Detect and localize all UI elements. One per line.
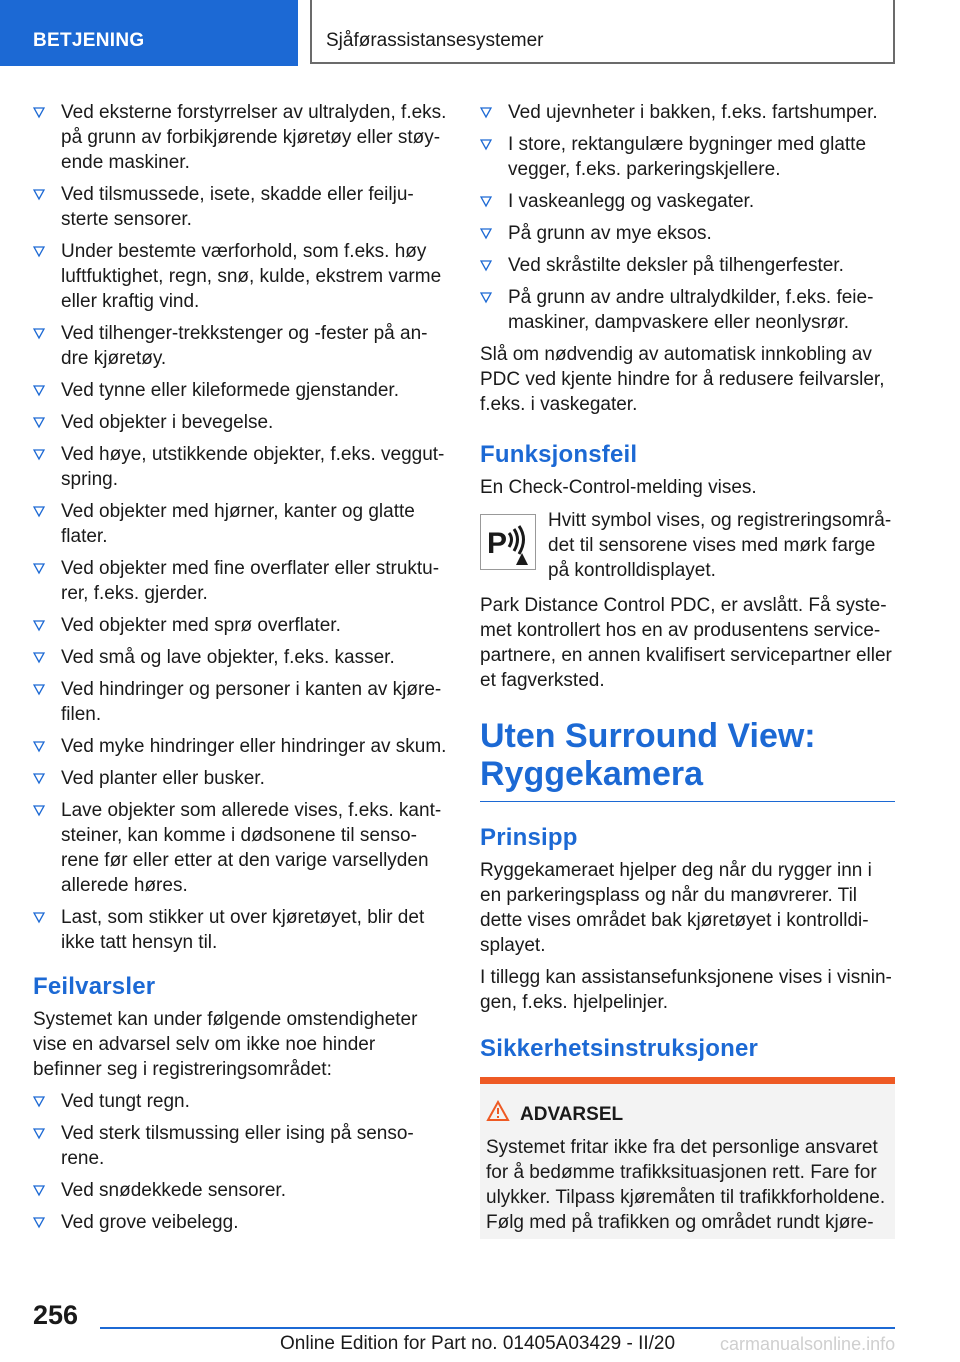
triangle-bullet-icon	[33, 385, 45, 397]
triangle-bullet-icon	[480, 196, 492, 208]
list-item-text: Ved objekter i bevegelse.	[61, 412, 274, 433]
list-item-text: Ved skråstilte deksler på tilhengerfester.	[508, 255, 844, 276]
footer-edition: Online Edition for Part no. 01405A03429 - II/20	[280, 1333, 676, 1354]
triangle-bullet-icon	[33, 328, 45, 340]
warning-text: Systemet fritar ikke fra det personlige ansvaret for å bedømme trafikksituasjonen rett. Fare for ulykker. Tilpass kjøremåten til trafikkforholdene. Følg med på trafikken og området rundt kjøre-	[486, 1137, 886, 1233]
triangle-bullet-icon	[33, 1217, 45, 1229]
list-item-text: Ved snødekkede sensorer.	[61, 1180, 286, 1201]
warning-title-row	[486, 1100, 889, 1129]
list-item	[33, 613, 448, 638]
footer-watermark: carmanualsonline.info	[720, 1334, 896, 1354]
page-header	[0, 0, 960, 66]
triangle-bullet-icon	[33, 1096, 45, 1108]
triangle-bullet-icon	[33, 1128, 45, 1140]
footer-rule	[100, 1327, 895, 1329]
list-item	[480, 253, 895, 278]
feilvarsler-list	[33, 1089, 448, 1235]
triangle-bullet-icon	[33, 417, 45, 429]
list-item-text: I store, rektangulære bygninger med glatte vegger, f.eks. parkeringskjellere.	[508, 134, 867, 180]
warning-bar	[480, 1077, 895, 1084]
list-item-text: Ved tynne eller kileformede gjenstander.	[61, 380, 399, 401]
list-item-text: Ved myke hindringer eller hindringer av skum.	[61, 736, 447, 757]
triangle-bullet-icon	[33, 449, 45, 461]
funksjonsfeil-heading: Funksjonsfeil	[480, 441, 638, 468]
warning-box	[480, 1084, 895, 1239]
pdc-symbol-row	[480, 508, 895, 583]
triangle-bullet-icon	[33, 620, 45, 632]
triangle-bullet-icon	[33, 189, 45, 201]
chapter-title: Sjåførassistansesystemer	[310, 0, 895, 64]
list-item	[480, 100, 895, 125]
list-item	[480, 189, 895, 214]
feilvarsler-heading: Feilvarsler	[33, 973, 156, 1000]
list-item	[33, 1210, 448, 1235]
list-item-text: På grunn av mye eksos.	[508, 223, 712, 244]
list-item	[480, 132, 895, 182]
list-item-text: Ved objekter med hjørner, kanter og glatte flater.	[61, 501, 415, 547]
list-item	[33, 905, 448, 955]
triangle-bullet-icon	[33, 741, 45, 753]
triangle-bullet-icon	[480, 228, 492, 240]
heading-rule	[480, 801, 895, 802]
funksjonsfeil-intro: En Check-Control-melding vises.	[480, 477, 757, 498]
symbol-description: Hvitt symbol vises, og registreringsområ- det til sensorene vises med mørk farge på kontrolldisplayet.	[548, 510, 892, 581]
list-item	[33, 410, 448, 435]
triangle-bullet-icon	[33, 652, 45, 664]
triangle-bullet-icon	[33, 684, 45, 696]
list-item	[33, 798, 448, 898]
list-item	[33, 499, 448, 549]
triangle-bullet-icon	[33, 773, 45, 785]
triangle-bullet-icon	[33, 805, 45, 817]
warning-title: ADVARSEL	[520, 1104, 624, 1125]
list-item	[480, 285, 895, 335]
list-item-text: Ved ujevnheter i bakken, f.eks. fartshumper.	[508, 102, 878, 123]
list-item	[33, 1178, 448, 1203]
list-item	[33, 645, 448, 670]
pdc-failure-icon	[480, 514, 536, 570]
list-item-text: Ved grove veibelegg.	[61, 1212, 239, 1233]
main-heading-line2: Ryggekamera	[480, 755, 704, 793]
list-item	[33, 182, 448, 232]
prinsipp-text-1: Ryggekameraet hjelper deg når du rygger inn i en parkeringsplass og når du manøvrerer. Til dette vises området bak kjøretøyet i kontrolldi- splayet.	[480, 860, 872, 956]
list-item	[33, 1121, 448, 1171]
list-item	[480, 221, 895, 246]
triangle-bullet-icon	[33, 1185, 45, 1197]
list-item	[33, 321, 448, 371]
list-item-text: Ved tungt regn.	[61, 1091, 190, 1112]
pdc-off-text: Park Distance Control PDC, er avslått. Få syste- met kontrollert hos en av produsentens service- partnere, en annen kvalifisert servicepartner eller et fagverksted.	[480, 595, 892, 691]
list-item	[33, 734, 448, 759]
triangle-bullet-icon	[480, 139, 492, 151]
list-item-text: Ved tilhenger-trekkstenger og -fester på an- dre kjøretøy.	[61, 323, 428, 369]
sikkerhet-heading: Sikkerhetsinstruksjoner	[480, 1035, 759, 1062]
list-item	[33, 378, 448, 403]
triangle-bullet-icon	[33, 563, 45, 575]
list-item	[33, 1089, 448, 1114]
list-item-text: Ved eksterne forstyrrelser av ultralyden, f.eks. på grunn av forbikjørende kjøretøy eller støy- ende maskiner.	[61, 102, 447, 173]
main-heading	[480, 717, 895, 793]
list-item-text: Under bestemte værforhold, som f.eks. høy luftfuktighet, regn, snø, kulde, ekstrem varme eller kraftig vind.	[61, 241, 442, 312]
main-heading-line1: Uten Surround View:	[480, 717, 816, 755]
triangle-bullet-icon	[33, 912, 45, 924]
list-item	[33, 100, 448, 175]
warning-triangle-icon	[486, 1100, 510, 1129]
section-tab: BETJENING	[0, 0, 298, 66]
page-number: 256	[33, 1300, 79, 1330]
list-item-text: Last, som stikker ut over kjøretøyet, blir det ikke tatt hensyn til.	[61, 907, 425, 953]
triangle-bullet-icon	[480, 292, 492, 304]
list-item-text: Ved høye, utstikkende objekter, f.eks. veggut- spring.	[61, 444, 445, 490]
svg-text:P: P	[487, 527, 508, 560]
list-item-text: Ved sterk tilsmussing eller ising på senso- rene.	[61, 1123, 414, 1169]
prinsipp-heading: Prinsipp	[480, 824, 578, 851]
triangle-bullet-icon	[33, 506, 45, 518]
list-item	[33, 766, 448, 791]
list-item-text: Lave objekter som allerede vises, f.eks. kant- steiner, kan komme i dødsonene til senso- rene før eller etter at den varige varsellyden allerede høres.	[61, 800, 442, 896]
list-item-text: Ved små og lave objekter, f.eks. kasser.	[61, 647, 395, 668]
triangle-bullet-icon	[33, 246, 45, 258]
list-item	[33, 239, 448, 314]
list-item	[33, 556, 448, 606]
triangle-bullet-icon	[480, 107, 492, 119]
list-item-text: I vaskeanlegg og vaskegater.	[508, 191, 755, 212]
triangle-bullet-icon	[480, 260, 492, 272]
list-item-text: Ved planter eller busker.	[61, 768, 265, 789]
left-column	[33, 100, 448, 1242]
list-item	[33, 442, 448, 492]
list-item-text: Ved hindringer og personer i kanten av kjøre- filen.	[61, 679, 442, 725]
right-column	[480, 100, 895, 1239]
prinsipp-text-2: I tillegg kan assistansefunksjonene vises i visnin- gen, f.eks. hjelpelinjer.	[480, 967, 892, 1013]
triangle-bullet-icon	[33, 107, 45, 119]
right-bullet-list	[480, 100, 895, 335]
list-item-text: Ved objekter med fine overflater eller struktu- rer, f.eks. gjerder.	[61, 558, 440, 604]
list-item-text: Ved objekter med sprø overflater.	[61, 615, 341, 636]
left-bullet-list	[33, 100, 448, 955]
auto-pdc-text: Slå om nødvendig av automatisk innkobling av PDC ved kjente hindre for å redusere feilvarsler, f.eks. i vaskegater.	[480, 344, 885, 415]
list-item-text: På grunn av andre ultralydkilder, f.eks. feie- maskiner, dampvaskere eller neonlysrør.	[508, 287, 874, 333]
list-item-text: Ved tilsmussede, isete, skadde eller feilju- sterte sensorer.	[61, 184, 414, 230]
feilvarsler-intro: Systemet kan under følgende omstendigheter vise en advarsel selv om ikke noe hinder befinner seg i registreringsområdet:	[33, 1009, 418, 1080]
list-item	[33, 677, 448, 727]
